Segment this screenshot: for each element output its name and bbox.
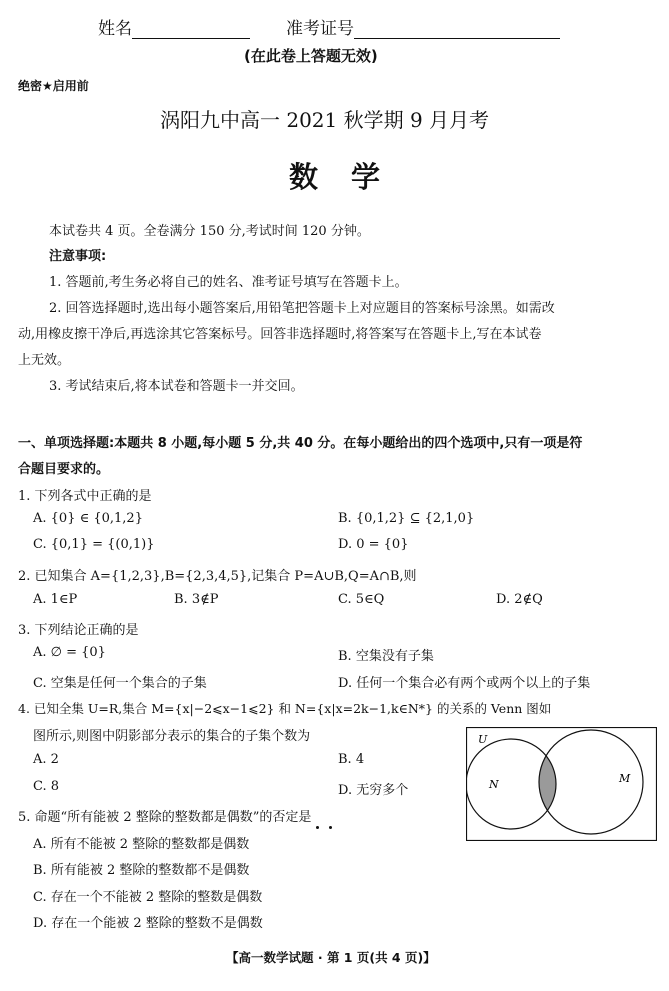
q3-stem: 3. 下列结论正确的是 xyxy=(18,623,139,638)
note-1: 1. 答题前,考生务必将自己的姓名、准考证号填写在答题卡上。 xyxy=(49,275,408,290)
intro-summary: 本试卷共 4 页。全卷满分 150 分,考试时间 120 分钟。 xyxy=(49,224,370,239)
section-heading-line-2: 合题目要求的。 xyxy=(18,462,110,477)
q4-option-b: B. 4 xyxy=(338,752,365,767)
emphasis-dot xyxy=(316,826,319,829)
q2-option-a: A. 1∈P xyxy=(33,592,78,607)
q4-stem-line-1: 4. 已知全集 U=R,集合 M={x|−2⩽x−1⩽2} 和 N={x|x=2k−1,k∈N*} 的关系的 Venn 图如 xyxy=(18,701,552,716)
name-field xyxy=(98,14,250,39)
q5-option-a: A. 所有不能被 2 整除的整数都是偶数 xyxy=(33,837,250,852)
q5-option-b: B. 所有能被 2 整除的整数都不是偶数 xyxy=(33,863,250,878)
venn-label-u: U xyxy=(478,733,488,746)
q1-option-d: D. 0 = {0} xyxy=(338,537,409,552)
q5-stem: 5. 命题“所有能被 2 整除的整数都是偶数”的否定是 xyxy=(18,810,312,825)
q1-option-a: A. {0} ∈ {0,1,2} xyxy=(33,511,143,526)
emphasis-dot xyxy=(329,826,332,829)
exam-title: 涡阳九中高一 2021 秋学期 9 月月考 xyxy=(160,108,490,132)
venn-label-n: N xyxy=(489,778,499,791)
q3-option-c: C. 空集是任何一个集合的子集 xyxy=(33,676,207,691)
secret-note: 绝密★启用前 xyxy=(18,79,89,93)
page-footer: 【高一数学试题 · 第 1 页(共 4 页)】 xyxy=(226,950,436,965)
q3-option-d: D. 任何一个集合必有两个或两个以上的子集 xyxy=(338,676,591,691)
exam-id-blank xyxy=(354,20,560,39)
q3-option-b: B. 空集没有子集 xyxy=(338,649,434,664)
q2-option-d: D. 2∉Q xyxy=(496,592,543,607)
q2-option-c: C. 5∈Q xyxy=(338,592,385,607)
q5-option-c: C. 存在一个不能被 2 整除的整数是偶数 xyxy=(33,890,263,905)
venn-diagram xyxy=(466,727,657,841)
subject-title: 数 学 xyxy=(289,160,383,194)
exam-id-label: 准考证号 xyxy=(286,19,354,39)
q2-stem: 2. 已知集合 A={1,2,3},B={2,3,4,5},记集合 P=A∪B,Q=A∩B,则 xyxy=(18,569,417,584)
q1-option-b: B. {0,1,2} ⊆ {2,1,0} xyxy=(338,511,475,526)
note-2-line-2: 动,用橡皮擦干净后,再选涂其它答案标号。回答非选择题时,将答案写在答题卡上,写在本试卷 xyxy=(18,327,542,342)
note-2-line-3: 上无效。 xyxy=(18,353,71,368)
notice-title: 注意事项: xyxy=(49,249,107,264)
q5-option-d: D. 存在一个能被 2 整除的整数不是偶数 xyxy=(33,916,263,931)
q1-option-c: C. {0,1} = {(0,1)} xyxy=(33,537,155,552)
q4-option-a: A. 2 xyxy=(33,752,59,767)
note-2-line-1: 2. 回答选择题时,选出每小题答案后,用铅笔把答题卡上对应题目的答案标号涂黑。如需改 xyxy=(49,301,555,316)
section-heading-line-1: 一、单项选择题:本题共 8 小题,每小题 5 分,共 40 分。在每小题给出的四个选项中,只有一项是符 xyxy=(18,436,583,451)
q2-option-b: B. 3∉P xyxy=(174,592,219,607)
q3-option-a: A. ∅ = {0} xyxy=(33,645,106,660)
name-blank xyxy=(132,20,250,39)
exam-id-field xyxy=(286,14,560,39)
q4-option-c: C. 8 xyxy=(33,779,60,794)
note-3: 3. 考试结束后,将本试卷和答题卡一并交回。 xyxy=(49,379,304,394)
venn-label-m: M xyxy=(619,772,631,785)
name-label: 姓名 xyxy=(98,19,132,39)
q4-stem-line-2: 图所示,则图中阴影部分表示的集合的子集个数为 xyxy=(33,729,311,744)
q1-stem: 1. 下列各式中正确的是 xyxy=(18,489,152,504)
q4-option-d: D. 无穷多个 xyxy=(338,783,409,798)
invalid-note: (在此卷上答题无效) xyxy=(244,47,378,65)
